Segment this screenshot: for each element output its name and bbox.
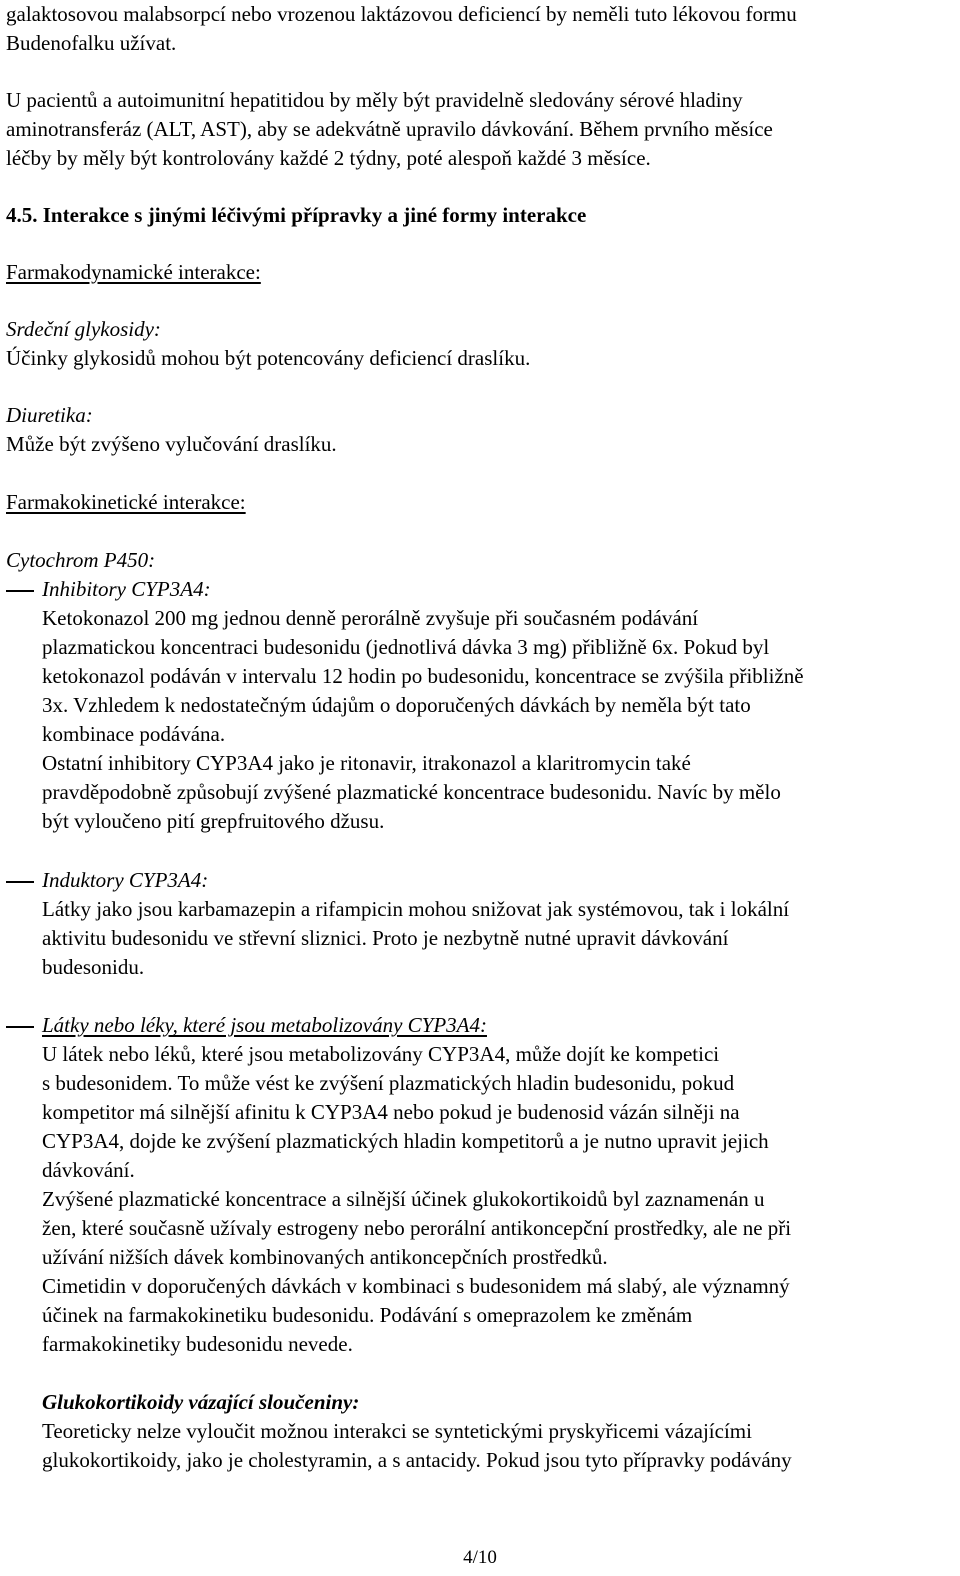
metabolizovane-line: žen, které současně užívaly estrogeny nebo perorální antikoncepční prostředky, ale ne při bbox=[42, 1216, 792, 1240]
glykosidy-text: Účinky glykosidů mohou být potencovány deficiencí draslíku. bbox=[6, 346, 531, 370]
intro-line: aminotransferáz (ALT, AST), aby se adekvátně upravilo dávkování. Během prvního měsíce bbox=[6, 117, 773, 141]
induktory-label: Induktory CYP3A4: bbox=[42, 868, 209, 892]
metabolizovane-line: U látek nebo léků, které jsou metabolizovány CYP3A4, může dojít ke kompetici bbox=[42, 1042, 720, 1066]
intro-line: Budenofalku užívat. bbox=[6, 31, 177, 55]
glukokortikoidy-line: glukokortikoidy, jako je cholestyramin, a s antacidy. Pokud jsou tyto přípravky podávány bbox=[42, 1448, 792, 1472]
cytochrom-label: Cytochrom P450: bbox=[6, 548, 156, 572]
metabolizovane-line: kompetitor má silnější afinitu k CYP3A4 nebo pokud je budenosid vázán silněji na bbox=[42, 1100, 740, 1124]
dash-bullet bbox=[6, 590, 34, 592]
glykosidy-label: Srdeční glykosidy: bbox=[6, 317, 161, 341]
inhibitory-line: 3x. Vzhledem k nedostatečným údajům o doporučených dávkách by neměla být tato bbox=[42, 693, 751, 717]
intro-line: galaktosovou malabsorpcí nebo vrozenou laktázovou deficiencí by neměli tuto lékovou formu bbox=[6, 2, 797, 26]
inhibitory-label: Inhibitory CYP3A4: bbox=[42, 577, 211, 601]
induktory-line: budesonidu. bbox=[42, 955, 145, 979]
metabolizovane-line: dávkování. bbox=[42, 1158, 135, 1182]
metabolizovane-line: CYP3A4, dojde ke zvýšení plazmatických hladin kompetitorů a je nutno upravit jejich bbox=[42, 1129, 769, 1153]
pk-heading: Farmakokinetické interakce: bbox=[6, 490, 246, 514]
glukokortikoidy-line: Teoreticky nelze vyloučit možnou interakci se syntetickými pryskyřicemi vázajícími bbox=[42, 1419, 752, 1443]
metabolizovane-line: Cimetidin v doporučených dávkách v kombinaci s budesonidem má slabý, ale významný bbox=[42, 1274, 790, 1298]
inhibitory-line: ketokonazol podáván v intervalu 12 hodin po budesonidu, koncentrace se zvýšila přibližně bbox=[42, 664, 804, 688]
inhibitory-line: být vyloučeno pití grepfruitového džusu. bbox=[42, 809, 385, 833]
inhibitory-line: Ketokonazol 200 mg jednou denně perorálně zvyšuje při současném podávání bbox=[42, 606, 699, 630]
dash-bullet bbox=[6, 1026, 34, 1028]
inhibitory-line: pravděpodobně způsobují zvýšené plazmatické koncentrace budesonidu. Navíc by mělo bbox=[42, 780, 781, 804]
metabolizovane-label: Látky nebo léky, které jsou metabolizovány CYP3A4: bbox=[42, 1013, 487, 1037]
induktory-line: aktivitu budesonidu ve střevní sliznici. Proto je nezbytně nutné upravit dávkování bbox=[42, 926, 729, 950]
intro-line: U pacientů a autoimunitní hepatitidou by měly být pravidelně sledovány sérové hladiny bbox=[6, 88, 743, 112]
diuretika-text: Může být zvýšeno vylučování draslíku. bbox=[6, 432, 337, 456]
pd-heading: Farmakodynamické interakce: bbox=[6, 260, 261, 284]
metabolizovane-line: účinek na farmakokinetiku budesonidu. Podávání s omeprazolem ke změnám bbox=[42, 1303, 693, 1327]
inhibitory-line: kombinace podávána. bbox=[42, 722, 226, 746]
section-heading: 4.5. Interakce s jinými léčivými přípravky a jiné formy interakce bbox=[6, 203, 587, 227]
metabolizovane-line: užívání nižších dávek kombinovaných antikoncepčních prostředků. bbox=[42, 1245, 608, 1269]
metabolizovane-line: Zvýšené plazmatické koncentrace a silnější účinek glukokortikoidů byl zaznamenán u bbox=[42, 1187, 765, 1211]
diuretika-label: Diuretika: bbox=[6, 403, 93, 427]
glukokortikoidy-label: Glukokortikoidy vázající sloučeniny: bbox=[42, 1390, 360, 1414]
inhibitory-line: Ostatní inhibitory CYP3A4 jako je ritonavir, itrakonazol a klaritromycin také bbox=[42, 751, 691, 775]
page-number: 4/10 bbox=[463, 1547, 497, 1568]
intro-line: léčby by měly být kontrolovány každé 2 týdny, poté alespoň každé 3 měsíce. bbox=[6, 146, 651, 170]
metabolizovane-line: s budesonidem. To může vést ke zvýšení plazmatických hladin budesonidu, pokud bbox=[42, 1071, 735, 1095]
metabolizovane-line: farmakokinetiky budesonidu nevede. bbox=[42, 1332, 353, 1356]
inhibitory-line: plazmatickou koncentraci budesonidu (jednotlivá dávka 3 mg) přibližně 6x. Pokud byl bbox=[42, 635, 770, 659]
dash-bullet bbox=[6, 881, 34, 883]
induktory-line: Látky jako jsou karbamazepin a rifampicin mohou snižovat jak systémovou, tak i lokální bbox=[42, 897, 790, 921]
